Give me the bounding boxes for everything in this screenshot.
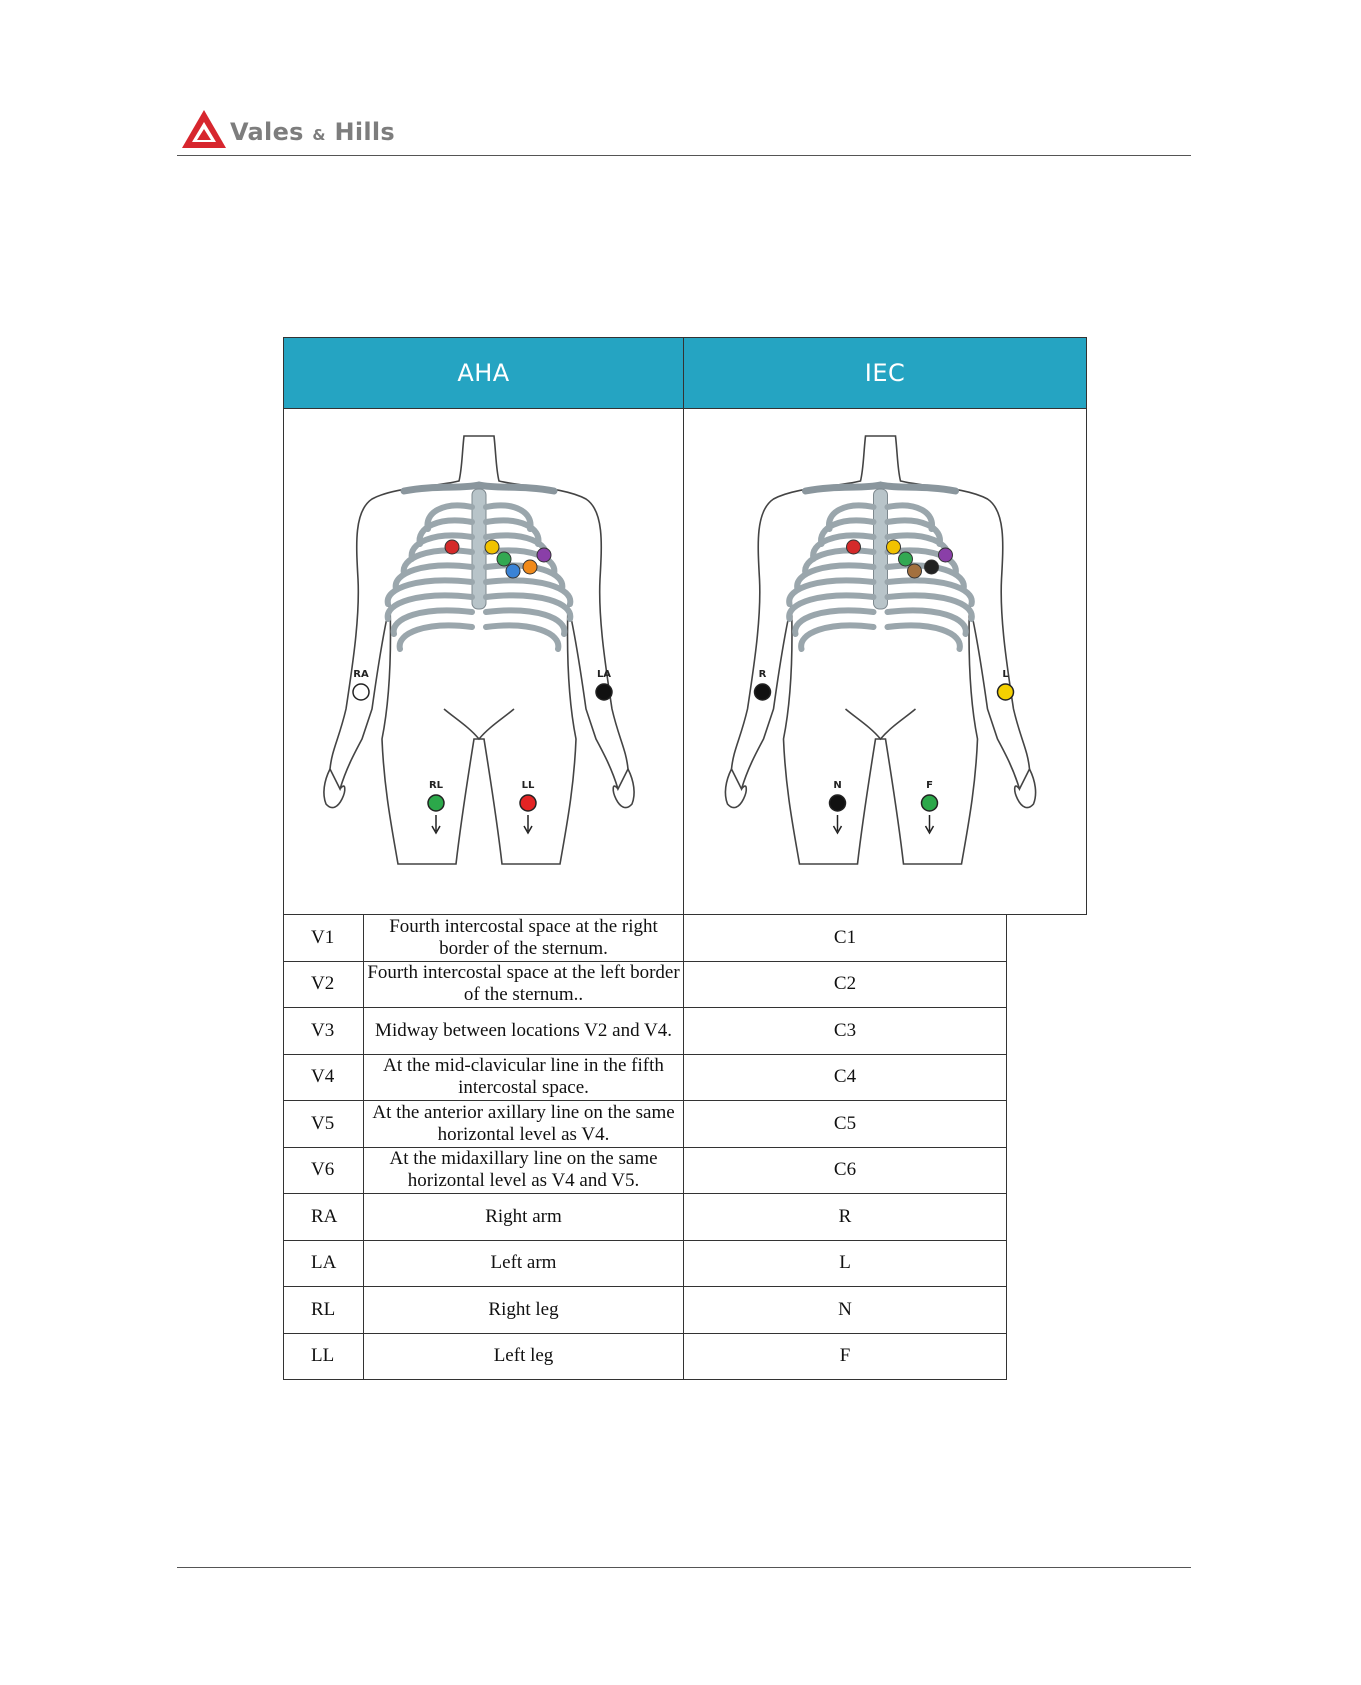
brand-logo — [180, 108, 400, 154]
chest-electrode-v6 — [537, 548, 551, 562]
table-row — [284, 1008, 1087, 1055]
limb-electrode-rl — [830, 795, 846, 811]
lead-placement-table — [283, 337, 1087, 1380]
limb-electrode-ll — [922, 795, 938, 811]
limb-label-ll: F — [926, 780, 933, 791]
lead-description: Right leg — [364, 1287, 684, 1334]
limb-label-ll: LL — [521, 780, 535, 791]
limb-electrode-ll — [520, 795, 536, 811]
aha-electrode-diagram — [284, 409, 684, 914]
limb-electrode-la — [596, 684, 612, 700]
iec-header: IEC — [684, 338, 1087, 409]
aha-figure-cell — [284, 409, 684, 915]
lead-description: At the midaxillary line on the same horizontal level as V4 and V5. — [364, 1147, 684, 1194]
table-row — [284, 961, 1087, 1008]
aha-lead-code: V6 — [284, 1147, 364, 1194]
limb-electrode-ra — [755, 684, 771, 700]
iec-lead-code: C2 — [684, 961, 1007, 1008]
iec-lead-code: N — [684, 1287, 1007, 1334]
iec-lead-code: C6 — [684, 1147, 1007, 1194]
iec-lead-code: F — [684, 1333, 1007, 1380]
lead-description: Left leg — [364, 1333, 684, 1380]
lead-description: Left arm — [364, 1240, 684, 1287]
limb-label-rl: N — [833, 780, 842, 791]
iec-lead-code: L — [684, 1240, 1007, 1287]
iec-lead-code: R — [684, 1194, 1007, 1241]
chest-electrode-v3 — [497, 552, 511, 566]
lead-description: Fourth intercostal space at the right border of the sternum. — [364, 915, 684, 962]
limb-label-ra: R — [758, 669, 767, 680]
iec-figure-cell — [684, 409, 1087, 915]
aha-lead-code: V2 — [284, 961, 364, 1008]
chest-electrode-c5 — [925, 560, 939, 574]
chest-electrode-c4 — [908, 564, 922, 578]
brand-name: Vales & Hills — [230, 118, 396, 146]
table-row — [284, 1194, 1087, 1241]
limb-label-la: LA — [596, 669, 612, 680]
iec-lead-code: C1 — [684, 915, 1007, 962]
table-row — [284, 1054, 1087, 1101]
limb-electrode-ra — [353, 684, 369, 700]
chest-electrode-v1 — [445, 540, 459, 554]
table-row — [284, 1287, 1087, 1334]
aha-lead-code: V3 — [284, 1008, 364, 1055]
iec-lead-code: C5 — [684, 1101, 1007, 1148]
lead-description: Midway between locations V2 and V4. — [364, 1008, 684, 1055]
table-row — [284, 1147, 1087, 1194]
table-row — [284, 1333, 1087, 1380]
limb-label-la: L — [1002, 669, 1009, 680]
aha-lead-code: LL — [284, 1333, 364, 1380]
aha-lead-code: V1 — [284, 915, 364, 962]
chest-electrode-c1 — [847, 540, 861, 554]
chest-electrode-c3 — [899, 552, 913, 566]
limb-electrode-la — [998, 684, 1014, 700]
chest-electrode-c2 — [887, 540, 901, 554]
aha-header: AHA — [284, 338, 684, 409]
iec-electrode-diagram — [684, 409, 1087, 914]
footer-rule — [177, 1567, 1191, 1568]
lead-description: Fourth intercostal space at the left border of the sternum.. — [364, 961, 684, 1008]
table-row — [284, 1240, 1087, 1287]
aha-lead-code: V5 — [284, 1101, 364, 1148]
chest-electrode-v2 — [485, 540, 499, 554]
limb-electrode-rl — [428, 795, 444, 811]
lead-description: At the mid-clavicular line in the fifth intercostal space. — [364, 1054, 684, 1101]
triangle-logo-icon — [180, 108, 228, 152]
chest-electrode-v5 — [523, 560, 537, 574]
aha-lead-code: V4 — [284, 1054, 364, 1101]
chest-electrode-v4 — [506, 564, 520, 578]
limb-label-ra: RA — [353, 669, 369, 680]
aha-lead-code: LA — [284, 1240, 364, 1287]
header-rule — [177, 155, 1191, 156]
table-row — [284, 915, 1087, 962]
aha-lead-code: RL — [284, 1287, 364, 1334]
aha-lead-code: RA — [284, 1194, 364, 1241]
limb-label-rl: RL — [428, 780, 444, 791]
lead-description: At the anterior axillary line on the same horizontal level as V4. — [364, 1101, 684, 1148]
lead-description: Right arm — [364, 1194, 684, 1241]
iec-lead-code: C4 — [684, 1054, 1007, 1101]
chest-electrode-c6 — [939, 548, 953, 562]
table-row — [284, 1101, 1087, 1148]
iec-lead-code: C3 — [684, 1008, 1007, 1055]
